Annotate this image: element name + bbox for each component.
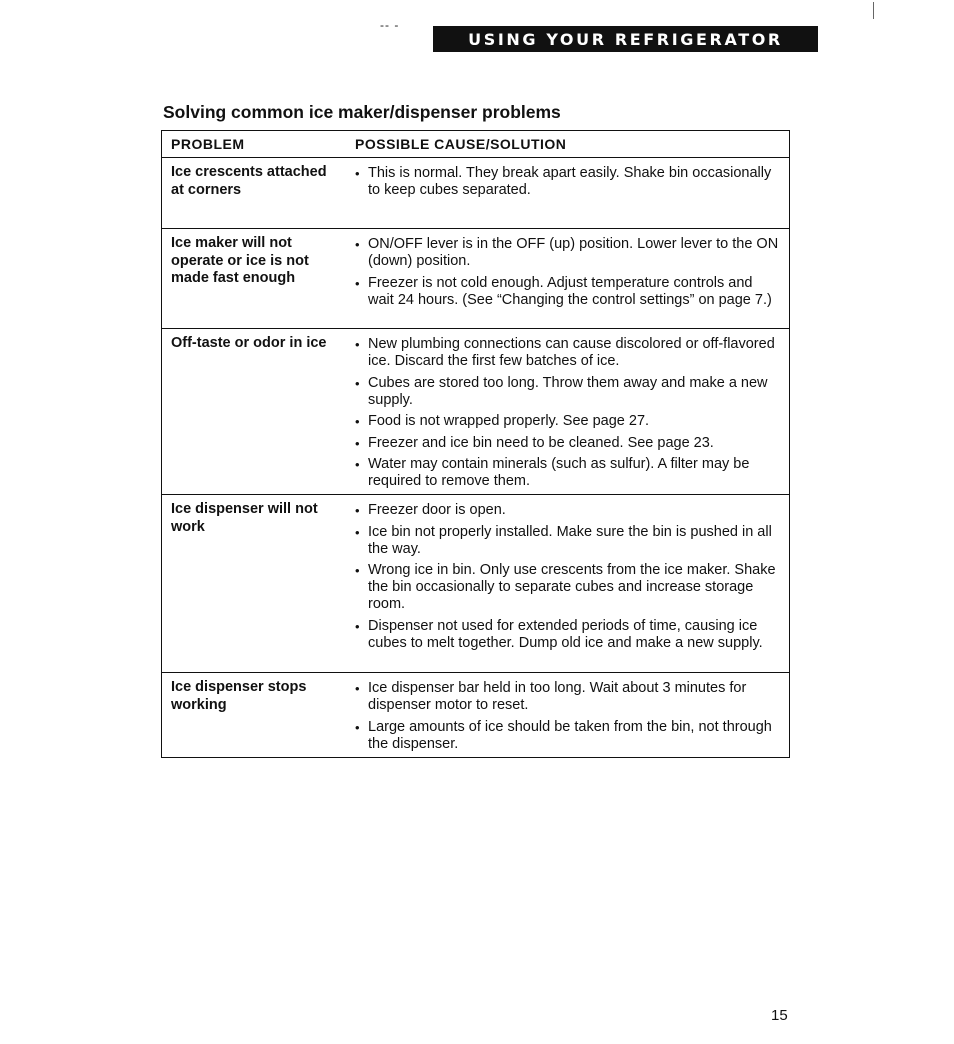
bullet-icon: •	[355, 237, 360, 252]
solution-cell	[347, 673, 789, 757]
solution-item: • Cubes are stored too long. Throw them away and make a new supply.	[355, 374, 768, 408]
solution-cell	[347, 229, 789, 328]
solution-item: • This is normal. They break apart easily. Shake bin occasionally to keep cubes separated.	[355, 165, 772, 198]
bullet-icon: •	[355, 618, 360, 634]
table-row	[162, 229, 789, 329]
bullet-icon: •	[355, 375, 360, 391]
margin-rule	[873, 2, 874, 19]
table-row	[162, 673, 789, 757]
troubleshooting-table	[161, 130, 790, 758]
solution-cell	[347, 495, 789, 672]
bullet-icon: •	[355, 563, 360, 578]
table-row	[162, 329, 789, 495]
bullet-icon: •	[355, 503, 360, 518]
solution-cell	[347, 158, 789, 228]
solution-item: • Ice dispenser bar held in too long. Wait about 3 minutes for dispenser motor to reset.	[355, 680, 747, 713]
solution-item: • Ice bin not properly installed. Make sure the bin is pushed in all the way.	[355, 523, 772, 557]
bullet-icon: •	[355, 681, 360, 696]
header-marks: -- -	[380, 18, 400, 32]
section-title: Solving common ice maker/dispenser problems	[163, 102, 561, 122]
bullet-icon: •	[355, 524, 360, 540]
table-header-row	[162, 131, 789, 158]
bullet-icon: •	[355, 457, 360, 472]
bullet-icon: •	[355, 719, 360, 735]
problem-cell: Ice dispenser will not work	[171, 501, 318, 535]
solution-item: • Freezer is not cold enough. Adjust temperature controls and wait 24 hours. (See “Changing the control settings” on page 7.)	[355, 274, 772, 308]
bullet-icon: •	[355, 414, 360, 429]
bullet-icon: •	[355, 166, 360, 181]
column-header-cause: POSSIBLE CAUSE/SOLUTION	[355, 136, 567, 152]
column-header-problem: PROBLEM	[171, 136, 245, 152]
solution-cell	[347, 329, 789, 494]
bullet-icon: •	[355, 435, 360, 451]
bullet-icon: •	[355, 275, 360, 291]
table-row	[162, 495, 789, 673]
problem-cell: Ice crescents attached at corners	[171, 164, 327, 198]
solution-item: • Freezer door is open.	[355, 502, 506, 518]
section-banner: USING YOUR REFRIGERATOR	[433, 26, 818, 52]
solution-item: • Dispenser not used for extended periods of time, causing ice cubes to melt together. Dump old ice and make a new supply.	[355, 617, 763, 651]
solution-item: • ON/OFF lever is in the OFF (up) position. Lower lever to the ON (down) position.	[355, 236, 779, 269]
problem-cell: Ice maker will not operate or ice is not made fast enough	[171, 235, 309, 286]
solution-item: • Food is not wrapped properly. See page 27.	[355, 413, 650, 429]
solution-item: • Large amounts of ice should be taken from the bin, not through the dispenser.	[355, 718, 772, 752]
bullet-icon: •	[355, 337, 360, 352]
solution-item: • Freezer and ice bin need to be cleaned. See page 23.	[355, 434, 714, 451]
solution-item: • New plumbing connections can cause discolored or off-flavored ice. Discard the first few batches of ice.	[355, 336, 775, 369]
problem-cell: Off-taste or odor in ice	[171, 335, 327, 351]
table-row	[162, 158, 789, 229]
page-number: 15	[771, 1007, 788, 1024]
solution-item: • Water may contain minerals (such as sulfur). A filter may be required to remove them.	[355, 456, 750, 489]
solution-item: • Wrong ice in bin. Only use crescents from the ice maker. Shake the bin occasionally to separate cubes and increase storage room.	[355, 562, 776, 612]
problem-cell: Ice dispenser stops working	[171, 679, 307, 713]
